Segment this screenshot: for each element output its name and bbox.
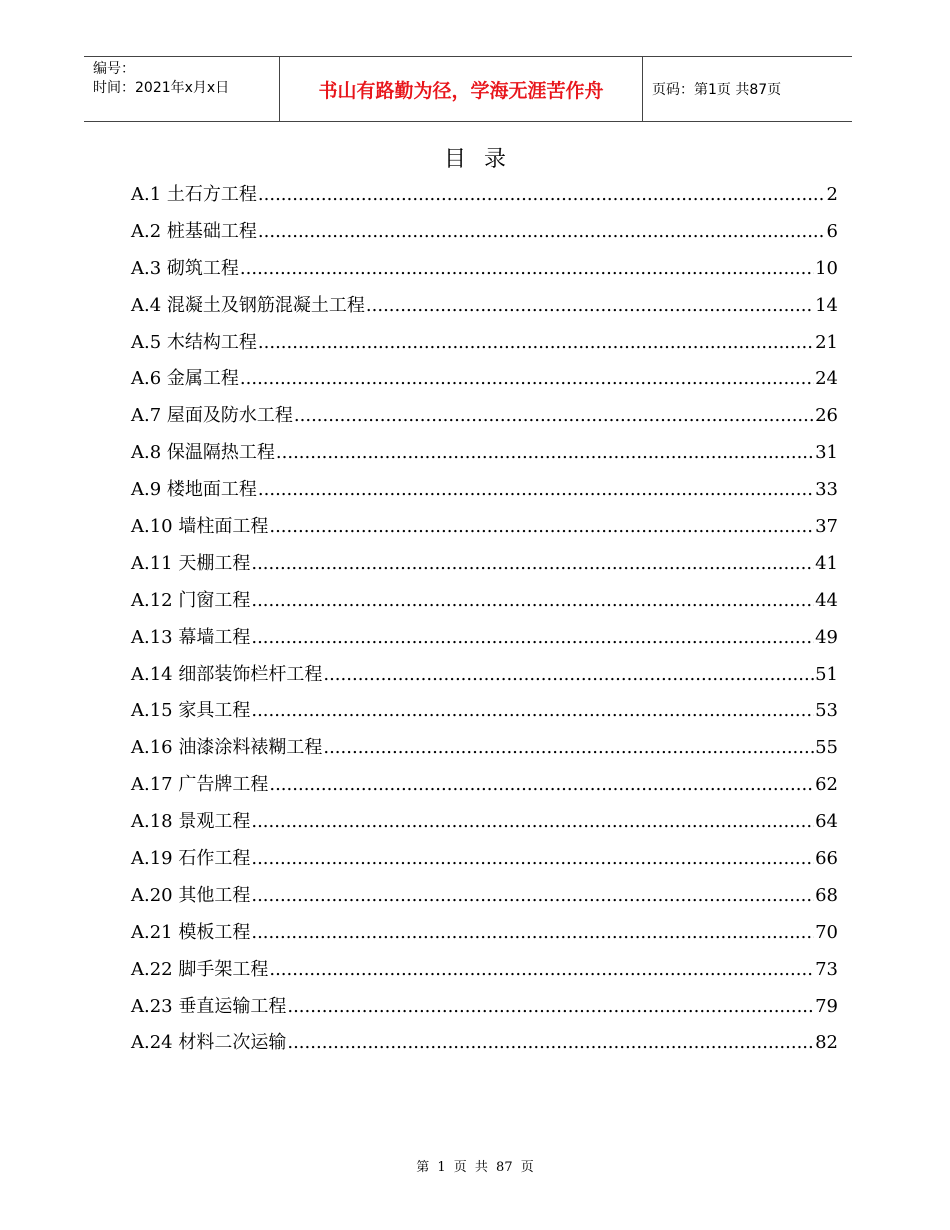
toc-entry-page: 68 bbox=[815, 884, 838, 906]
toc-entry-page: 49 bbox=[815, 626, 838, 648]
toc-entry-page: 24 bbox=[815, 368, 838, 390]
toc-leader-dots bbox=[287, 1028, 814, 1058]
header-page-info: 页码：第1页 共87页 bbox=[652, 82, 782, 98]
toc-leader-dots bbox=[251, 807, 814, 837]
toc-leader-dots bbox=[251, 586, 814, 616]
page-footer: 第 1 页 共 87 页 bbox=[416, 1160, 534, 1175]
toc-entry[interactable] bbox=[131, 401, 838, 438]
toc-entry[interactable] bbox=[131, 807, 838, 844]
toc-entry[interactable] bbox=[131, 1028, 838, 1065]
toc-entry[interactable] bbox=[131, 475, 838, 512]
toc-entry[interactable] bbox=[131, 549, 838, 586]
toc-entry-label: A.18 景观工程 bbox=[131, 811, 251, 833]
toc-entry-page: 37 bbox=[815, 516, 838, 538]
toc-leader-dots bbox=[269, 955, 814, 985]
toc-entry-label: A.22 脚手架工程 bbox=[131, 958, 269, 980]
toc-entry-page: 70 bbox=[815, 921, 838, 943]
toc-leader-dots bbox=[269, 770, 814, 800]
toc-entry[interactable] bbox=[131, 881, 838, 918]
toc-entry[interactable] bbox=[131, 254, 838, 291]
toc-entry-label: A.6 金属工程 bbox=[131, 368, 239, 390]
toc-leader-dots bbox=[240, 364, 814, 394]
toc-entry-page: 21 bbox=[815, 331, 838, 353]
toc-entry-page: 26 bbox=[815, 405, 838, 427]
toc-entry-label: A.3 砌筑工程 bbox=[131, 257, 239, 279]
toc-entry[interactable] bbox=[131, 364, 838, 401]
toc-entry[interactable] bbox=[131, 328, 838, 365]
toc-entry-label: A.10 墙柱面工程 bbox=[131, 516, 269, 538]
toc-entry[interactable] bbox=[131, 438, 838, 475]
toc-entry-page: 2 bbox=[826, 184, 838, 205]
toc-entry[interactable] bbox=[131, 733, 838, 770]
toc-entry-label: A.5 木结构工程 bbox=[131, 331, 257, 353]
toc-entry-page: 66 bbox=[815, 848, 838, 870]
toc-leader-dots bbox=[294, 401, 814, 431]
toc-entry[interactable] bbox=[131, 992, 838, 1029]
toc-entry[interactable] bbox=[131, 180, 838, 217]
toc-entry[interactable] bbox=[131, 660, 838, 697]
toc-leader-dots bbox=[258, 475, 814, 505]
toc-leader-dots bbox=[251, 844, 814, 874]
toc-entry-label: A.13 幕墙工程 bbox=[131, 626, 251, 648]
toc-leader-dots bbox=[251, 623, 814, 653]
toc-entry-page: 53 bbox=[815, 700, 838, 722]
toc-entry-page: 6 bbox=[826, 220, 838, 242]
header-motto: 书山有路勤为径，学海无涯苦作舟 bbox=[280, 57, 643, 121]
toc-entry-page: 31 bbox=[815, 442, 838, 464]
toc-leader-dots bbox=[251, 696, 814, 726]
toc-entry-label: A.2 桩基础工程 bbox=[131, 220, 257, 242]
toc-entry[interactable] bbox=[131, 696, 838, 733]
toc-leader-dots bbox=[323, 660, 814, 690]
header-meta bbox=[84, 57, 280, 121]
toc-entry-page: 55 bbox=[815, 737, 838, 759]
toc-entry-label: A.11 天棚工程 bbox=[131, 552, 251, 574]
toc-leader-dots bbox=[258, 328, 814, 358]
toc-entry-label: A.17 广告牌工程 bbox=[131, 774, 269, 796]
toc-entry-page: 79 bbox=[815, 995, 838, 1017]
toc-entry-label: A.12 门窗工程 bbox=[131, 589, 251, 611]
toc-entry-page: 82 bbox=[815, 1032, 838, 1054]
toc-entry-page: 73 bbox=[815, 958, 838, 980]
toc-leader-dots bbox=[258, 217, 826, 247]
toc-leader-dots bbox=[251, 918, 814, 948]
toc-entry-label: A.19 石作工程 bbox=[131, 848, 251, 870]
toc-entry-label: A.16 油漆涂料裱糊工程 bbox=[131, 737, 323, 759]
toc-leader-dots bbox=[276, 438, 814, 468]
toc-entry-label: A.20 其他工程 bbox=[131, 884, 251, 906]
toc-entry[interactable] bbox=[131, 586, 838, 623]
toc-entry-label: A.9 楼地面工程 bbox=[131, 479, 257, 501]
toc-entry-label: A.21 模板工程 bbox=[131, 921, 251, 943]
toc-entry-label: A.1 土石方工程 bbox=[131, 184, 257, 205]
toc-entry[interactable] bbox=[131, 918, 838, 955]
toc-leader-dots bbox=[258, 180, 826, 210]
toc-entry-page: 62 bbox=[815, 774, 838, 796]
toc-leader-dots bbox=[269, 512, 814, 542]
toc-entry[interactable] bbox=[131, 844, 838, 881]
toc-entry-label: A.15 家具工程 bbox=[131, 700, 251, 722]
toc-entry[interactable] bbox=[131, 770, 838, 807]
toc-leader-dots bbox=[251, 549, 814, 579]
toc-entry-page: 33 bbox=[815, 479, 838, 501]
toc-entry-page: 51 bbox=[815, 663, 838, 685]
toc-entry-label: A.24 材料二次运输 bbox=[131, 1032, 287, 1054]
toc-entry-page: 64 bbox=[815, 811, 838, 833]
toc-entry[interactable] bbox=[131, 623, 838, 660]
toc-list bbox=[131, 180, 838, 1065]
toc-entry[interactable] bbox=[131, 291, 838, 328]
toc-entry-page: 41 bbox=[815, 552, 838, 574]
toc-leader-dots bbox=[251, 881, 814, 911]
toc-entry-page: 44 bbox=[815, 589, 838, 611]
toc-leader-dots bbox=[240, 254, 814, 284]
toc-leader-dots bbox=[366, 291, 814, 321]
toc-entry[interactable] bbox=[131, 955, 838, 992]
toc-leader-dots bbox=[323, 733, 814, 763]
toc-entry[interactable] bbox=[131, 512, 838, 549]
toc-entry[interactable] bbox=[131, 217, 838, 254]
toc-entry-label: A.14 细部装饰栏杆工程 bbox=[131, 663, 323, 685]
toc-entry-page: 14 bbox=[815, 294, 838, 316]
toc-entry-label: A.23 垂直运输工程 bbox=[131, 995, 287, 1017]
serial-label: 编号： bbox=[93, 61, 135, 77]
toc-entry-page: 10 bbox=[815, 257, 838, 279]
toc-leader-dots bbox=[287, 992, 814, 1022]
toc-entry-label: A.7 屋面及防水工程 bbox=[131, 405, 293, 427]
page-header bbox=[84, 56, 852, 122]
toc-entry-label: A.4 混凝土及钢筋混凝土工程 bbox=[131, 294, 365, 316]
toc-title: 目录 bbox=[443, 147, 524, 172]
time-label: 时间：2021年x月x日 bbox=[93, 80, 230, 96]
toc-entry-label: A.8 保温隔热工程 bbox=[131, 442, 275, 464]
